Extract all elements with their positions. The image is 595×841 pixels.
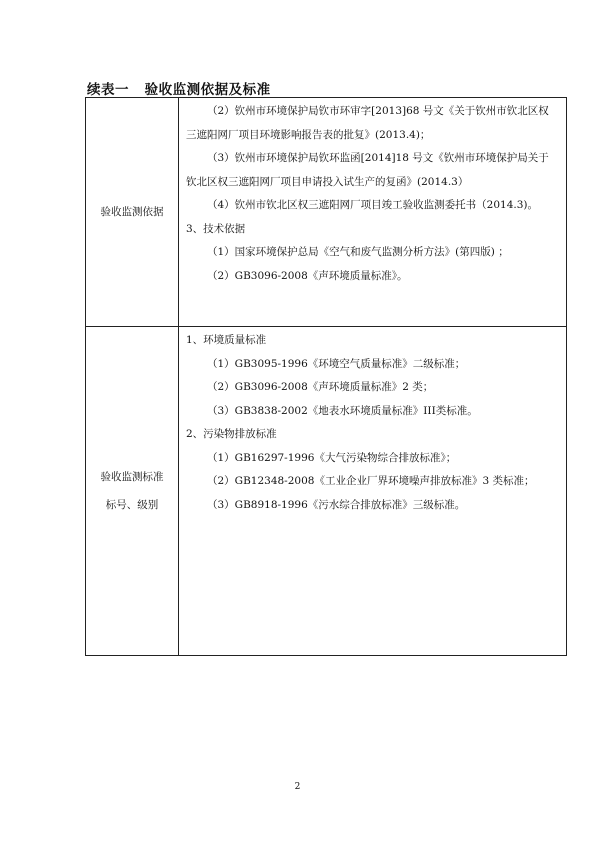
row-label: 验收监测依据 [100,206,164,218]
standards-item: （1）GB16297-1996《大气污染物综合排放标准》； [207,451,457,464]
basis-standards-table [85,97,567,656]
standards-item: （1）GB3095-1996《环境空气质量标准》二级标准； [207,357,466,370]
page-number: 2 [294,782,301,792]
row-content-cell [179,327,566,655]
standards-item: （3）GB3838-2002《地表水环境质量标准》III类标准。 [207,404,478,417]
row-label-cell [86,327,179,655]
table-row-basis [86,98,566,327]
basis-item: （1）国家环境保护总局《空气和废气监测分析方法》(第四版) ； [207,246,509,258]
heading-prefix: 续表一 [87,82,129,98]
basis-item: （4）钦州市钦北区权三遮阳网厂项目竣工验收监测委托书（2014.3)。 [207,199,539,211]
section-heading [87,78,271,98]
standards-section-title: 2、污染物排放标准 [186,428,277,440]
standards-item: （3）GB8918-1996《污水综合排放标准》三级标准。 [207,498,466,511]
basis-item: （3）钦州市环境保护局钦环监函[2014]18 号文《钦州市环境保护局关于钦北区权三遮阳网厂项目申请投入试生产的复函》(2014.3） [186,152,549,188]
table-row-standards [86,327,566,655]
standards-section-title: 1、环境质量标准 [186,334,267,346]
row-label-cell [86,98,179,326]
standards-item: （2）GB12348-2008《工业企业厂界环境噪声排放标准》3 类标准； [207,475,535,487]
heading-title: 验收监测依据及标准 [144,82,271,98]
row-content-cell [179,98,566,326]
basis-item: （2）GB3096-2008《声环境质量标准》。 [207,269,408,282]
row-label-line2: 标号、级别 [105,499,159,511]
row-label-line1: 验收监测标准 [100,471,164,483]
basis-section-title: 3、技术依据 [186,222,246,235]
basis-item: （2）钦州市环境保护局钦市环审字[2013]68 号文《关于钦州市钦北区权三遮阳网厂项目环境影响报告表的批复》(2013.4)； [186,105,549,141]
standards-item: （2）GB3096-2008《声环境质量标准》2 类； [207,381,434,393]
